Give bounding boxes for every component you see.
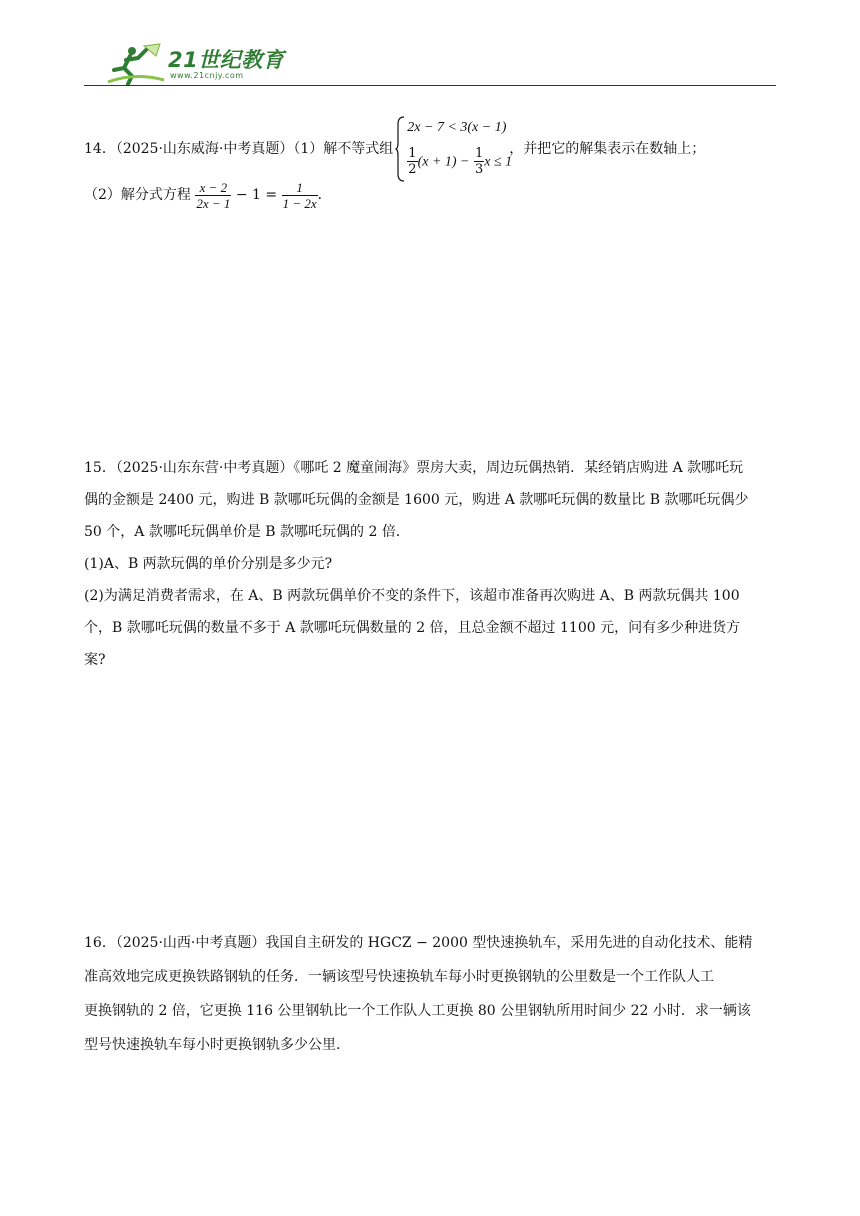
problem-text: 我国自主研发的 HGCZ − 2000 型快速换轨车，采用先进的自动化技术、能精 <box>265 935 753 951</box>
problem-line: 50 个，A 款哪吒玩偶单价是 B 款哪吒玩偶的 2 倍． <box>84 524 410 540</box>
page-header <box>84 38 776 86</box>
problem-line: 型号快速换轨车每小时更换钢轨多少公里． <box>84 1037 350 1053</box>
fraction <box>407 146 417 177</box>
fraction-numerator: x − 2 <box>195 180 231 196</box>
fraction-numerator: 1 <box>408 146 417 161</box>
header-divider <box>84 85 776 86</box>
problem-14-part1 <box>84 114 705 184</box>
fraction-numerator: 1 <box>474 146 484 161</box>
problem-line: 更换钢轨的 2 倍，它更换 116 公里钢轨比一个工作队人工更换 80 公里钢轨所用时间少 22 小时．求一辆该 <box>84 1003 751 1019</box>
logo <box>106 42 306 86</box>
inequality-system <box>395 114 513 184</box>
part2-label: （2）解分式方程 <box>84 187 191 203</box>
fraction <box>282 180 318 211</box>
logo-url: www.21cnjy.com <box>170 71 244 80</box>
problem-number: 15． <box>84 460 116 476</box>
fraction <box>474 146 484 177</box>
problem-14-part2 <box>84 178 332 212</box>
runner-logo-icon <box>106 42 166 86</box>
problem-source: （2025·山东威海·中考真题） <box>115 141 294 157</box>
problem-line: 偶的金额是 2400 元，购进 B 款哪吒玩偶的金额是 1600 元，购进 A 款哪吒玩偶的数量比 B 款哪吒玩偶少 <box>84 492 749 508</box>
equation-tail: ． <box>317 187 332 203</box>
inequality-2-tail: x ≤ 1 <box>484 154 513 170</box>
question-1: (1)A、B 两款玩偶的单价分别是多少元? <box>84 556 333 572</box>
part1-label: （1）解不等式组 <box>293 141 394 157</box>
fraction-denominator: 2x − 1 <box>196 195 231 211</box>
problem-source: （2025·山东东营·中考真题） <box>115 460 294 476</box>
left-brace-icon <box>395 116 405 182</box>
problem-line: 个，B 款哪吒玩偶的数量不多于 A 款哪吒玩偶数量的 2 倍，且总金额不超过 1100 元，问有多少种进货方 <box>84 620 741 636</box>
problem-16 <box>84 926 784 1062</box>
problem-text: 《哪吒 2 魔童闹海》票房大卖，周边玩偶热销．某经销店购进 A 款哪吒玩 <box>293 460 744 476</box>
inequality-2 <box>407 146 512 177</box>
problem-line: 案? <box>84 652 106 668</box>
problem-number: 16． <box>84 935 116 951</box>
equation-middle: − 1 = <box>235 187 278 203</box>
problem-source: （2025·山西·中考真题） <box>115 935 266 951</box>
inequality-1: 2x − 7 < 3(x − 1) <box>407 120 507 135</box>
fraction-denominator: 2 <box>408 162 417 177</box>
problem-15 <box>84 452 784 676</box>
part1-tail: ，并把它的解集表示在数轴上； <box>509 141 706 157</box>
problem-line <box>84 926 784 960</box>
fraction-denominator: 3 <box>474 162 484 177</box>
inequality-2-middle: (x + 1) − <box>417 154 470 170</box>
logo-text: 21世纪教育 <box>168 48 285 72</box>
problem-line: 准高效地完成更换铁路钢轨的任务．一辆该型号快速换轨车每小时更换钢轨的公里数是一个工作队人工 <box>84 969 714 985</box>
fraction-denominator: 1 − 2x <box>282 195 317 211</box>
fraction-numerator: 1 <box>282 180 318 196</box>
fraction <box>195 180 231 211</box>
problem-line <box>84 452 784 484</box>
problem-number: 14． <box>84 141 116 157</box>
question-2: (2)为满足消费者需求，在 A、B 两款玩偶单价不变的条件下，该超市准备再次购进 A、B 两款玩偶共 100 <box>84 588 740 604</box>
